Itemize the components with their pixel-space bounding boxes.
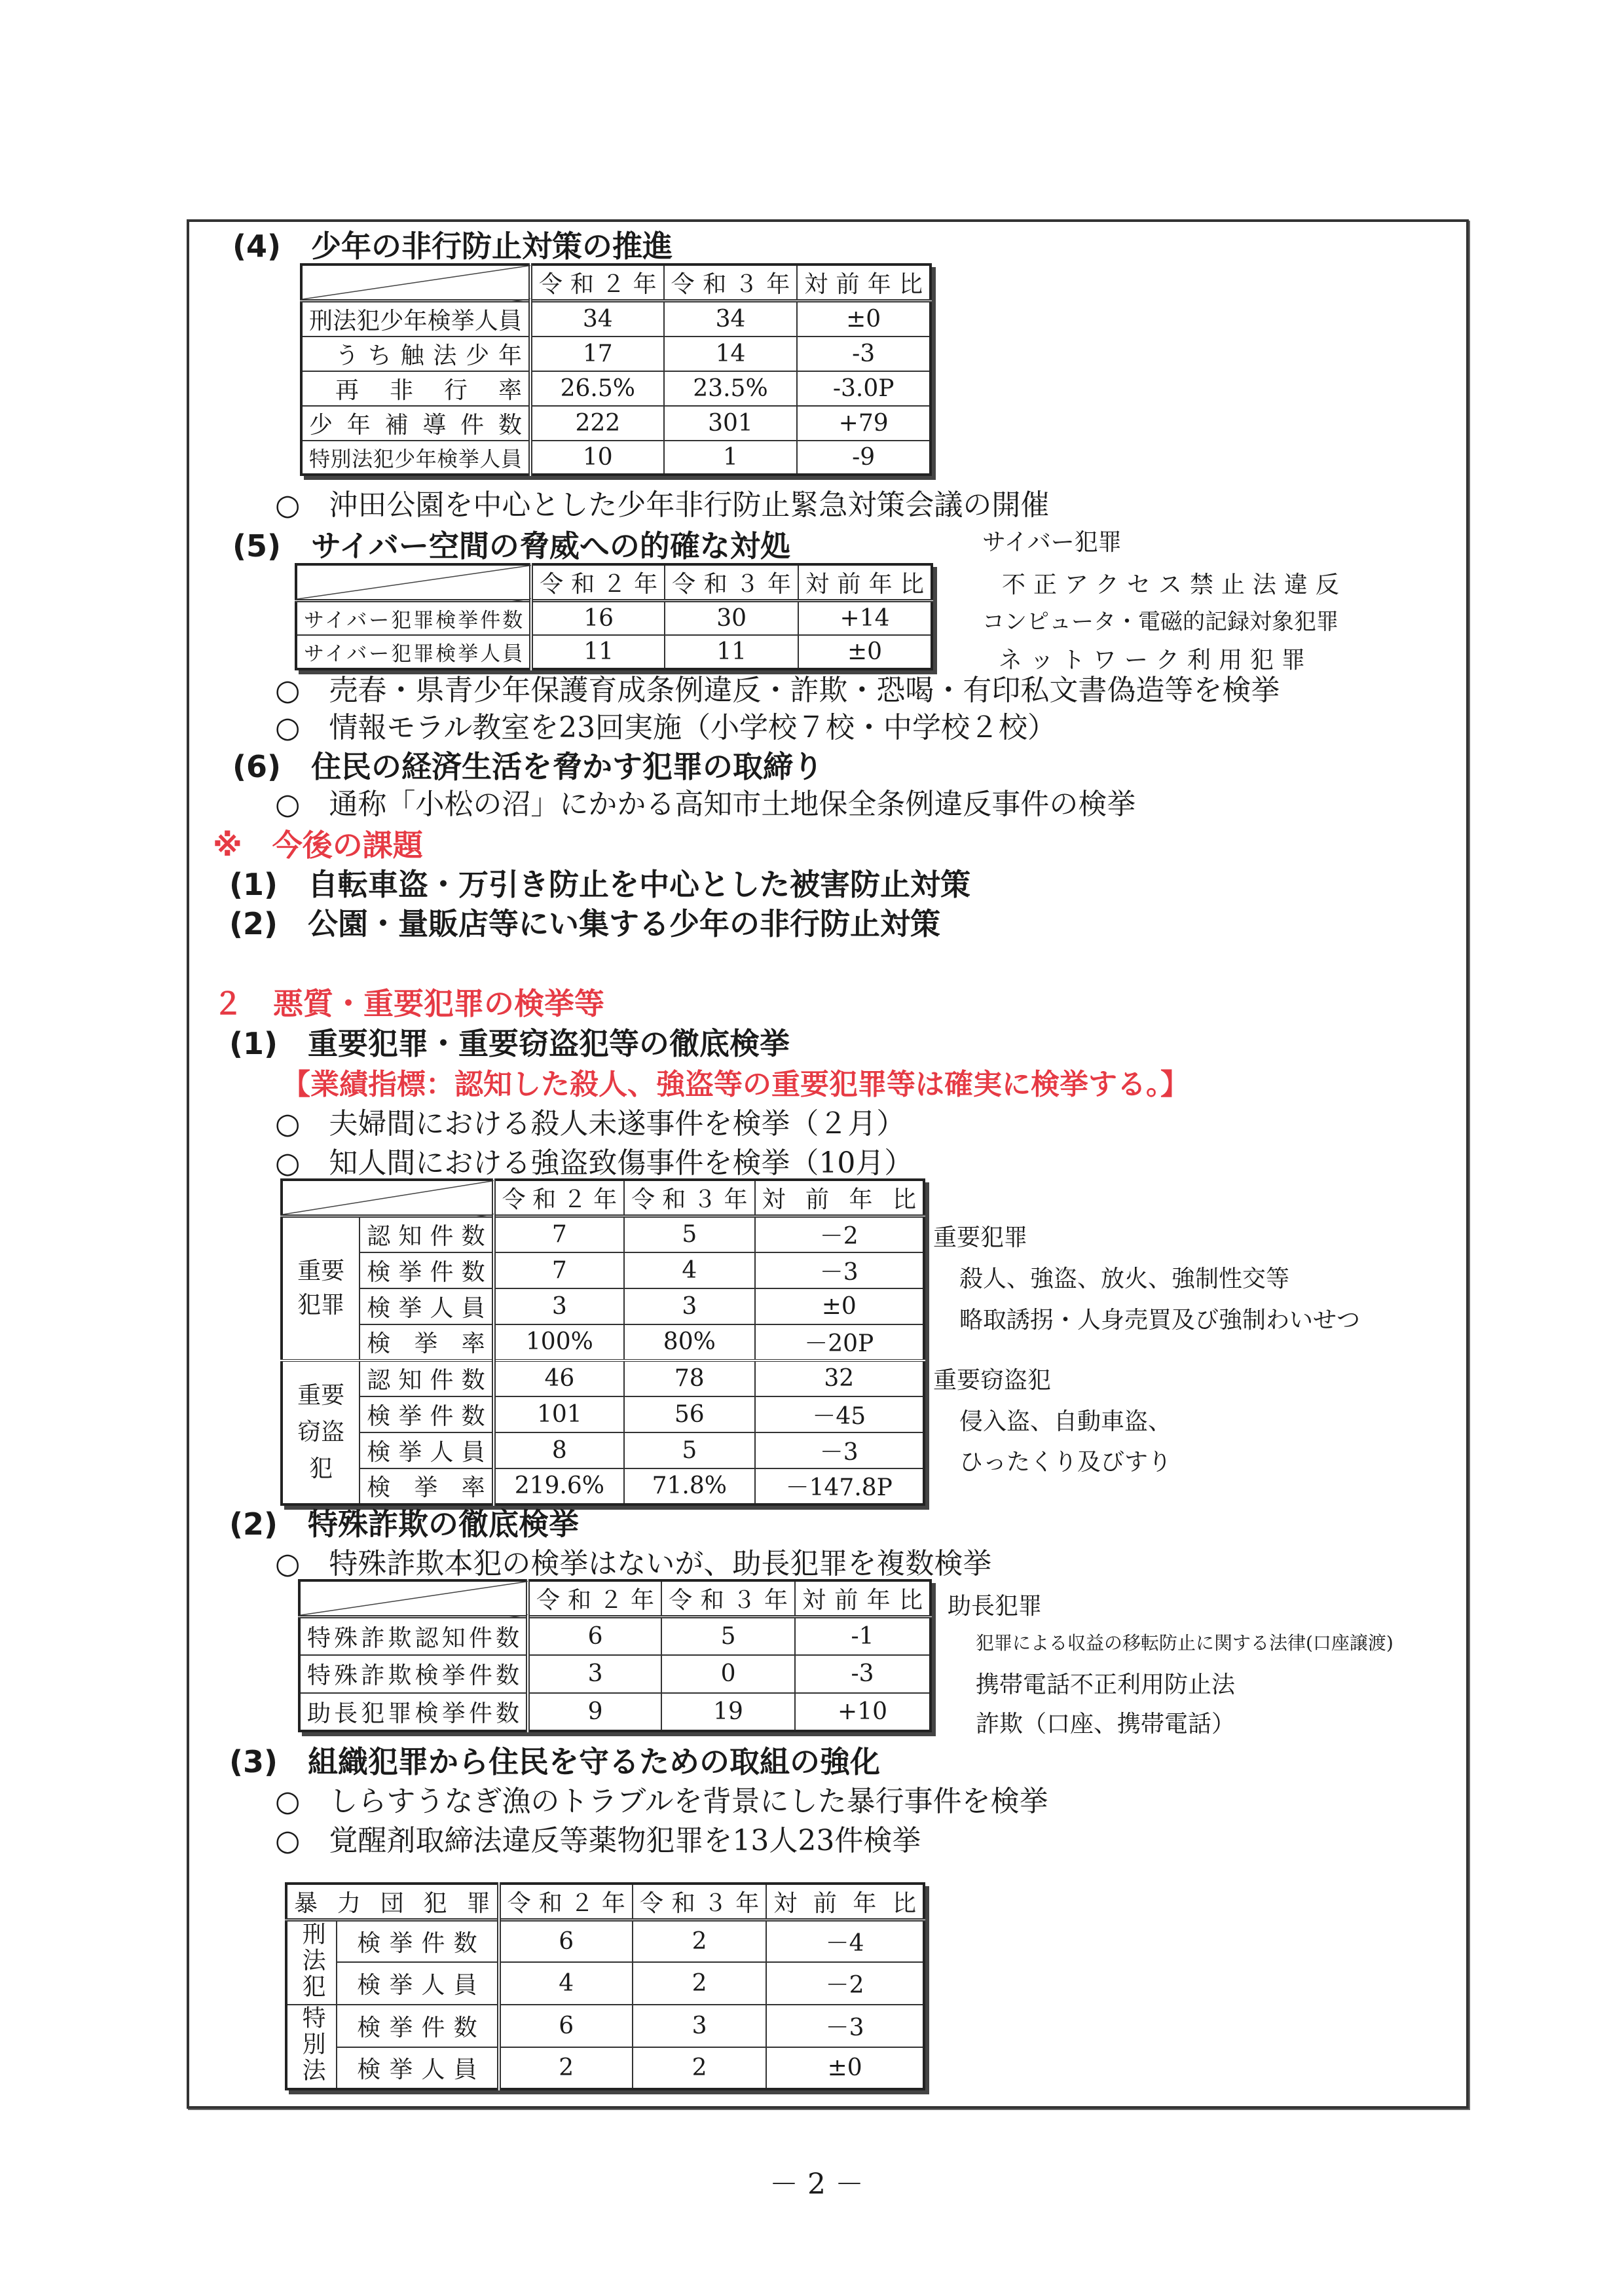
col-header: 令和２年 <box>494 1180 624 1216</box>
cell: －2 <box>766 1962 924 2005</box>
group-label <box>286 1920 337 2005</box>
p3-heading: (3) 組織犯罪から住民を守るための取組の強化 <box>229 1744 881 1779</box>
row-label: 検挙件数 <box>337 1920 498 1963</box>
col-header: 対前年比 <box>797 264 931 301</box>
cell: 30 <box>665 601 798 635</box>
cell: 100% <box>494 1324 624 1360</box>
cell: 7 <box>494 1216 624 1252</box>
cell: 301 <box>664 406 798 441</box>
row-label: 認知件数 <box>360 1216 493 1252</box>
col-header: 令和３年 <box>633 1884 766 1920</box>
row-label: 再非行率 <box>301 371 530 406</box>
row-label: 検挙人員 <box>337 2047 498 2090</box>
p1-bullet: ○ 知人間における強盗致傷事件を検挙（10月） <box>275 1146 913 1180</box>
cell: 3 <box>528 1655 661 1693</box>
group-label-text: 刑法犯 <box>299 1922 326 2000</box>
cell: 7 <box>494 1252 624 1288</box>
cell: 78 <box>624 1360 754 1396</box>
fraud-note: 携帯電話不正利用防止法 <box>976 1671 1236 1698</box>
cell: 3 <box>624 1288 754 1324</box>
cell: 219.6% <box>494 1468 624 1504</box>
s4-bullet: ○ 沖田公園を中心とした少年非行防止緊急対策会議の開催 <box>275 488 1050 522</box>
row-label: 検挙件数 <box>360 1252 493 1288</box>
major-crime-note: 殺人、強盗、放火、強制性交等 <box>959 1266 1290 1292</box>
cell: 34 <box>530 301 664 337</box>
cell: ±0 <box>766 2047 924 2090</box>
cell: 3 <box>633 2005 766 2047</box>
group-label: 重要犯罪 <box>282 1216 360 1360</box>
row-label: 特別法犯少年検挙人員 <box>301 441 530 475</box>
cyber-note: コンピュータ・電磁的記録対象犯罪 <box>982 609 1338 635</box>
cell: 34 <box>664 301 798 337</box>
cell: 2 <box>633 1920 766 1963</box>
cell: 101 <box>494 1396 624 1432</box>
major-theft-note: 重要窃盗犯 <box>933 1367 1052 1394</box>
row-label: 検挙率 <box>360 1324 493 1360</box>
cell: 2 <box>633 2047 766 2090</box>
row-label: 検挙人員 <box>360 1288 493 1324</box>
cell: 1 <box>664 441 798 475</box>
page-number: － 2 － <box>769 2168 864 2201</box>
cell: 6 <box>528 1617 661 1655</box>
col-header: 令和２年 <box>530 264 664 301</box>
cell: 32 <box>755 1360 924 1396</box>
cell: 10 <box>530 441 664 475</box>
row-label: 刑法犯少年検挙人員 <box>301 301 530 337</box>
cell: －4 <box>766 1920 924 1963</box>
cell: 2 <box>499 2047 633 2090</box>
cell: ±0 <box>798 635 932 669</box>
row-label: サイバー犯罪検挙件数 <box>296 601 531 635</box>
diag-cell <box>299 1580 528 1617</box>
cell: 80% <box>624 1324 754 1360</box>
performance-indicator: 【業績指標：認知した殺人、強盗等の重要犯罪等は確実に検挙する。】 <box>282 1068 1189 1101</box>
major-theft-note: ひったくり及びすり <box>959 1449 1172 1476</box>
col-header: 対前年比 <box>755 1180 924 1216</box>
cyber-note: サイバー犯罪 <box>982 529 1122 556</box>
col-header: 令和２年 <box>531 564 665 601</box>
s5-bullet: ○ 情報モラル教室を23回実施（小学校７校・中学校２校） <box>275 711 1057 744</box>
cell: -3 <box>797 337 931 371</box>
cell: 19 <box>661 1693 795 1731</box>
issues-heading: ※ 今後の課題 <box>213 828 423 863</box>
row-label: 助長犯罪検挙件数 <box>299 1693 528 1731</box>
major-crime-table <box>280 1178 925 1506</box>
col-header: 対前年比 <box>798 564 932 601</box>
fraud-note: 犯罪による収益の移転防止に関する法律(口座譲渡) <box>976 1632 1393 1654</box>
cell: 71.8% <box>624 1468 754 1504</box>
cell: 8 <box>494 1432 624 1468</box>
col-header: 対前年比 <box>795 1580 931 1617</box>
section-6-heading: (6) 住民の経済生活を脅かす犯罪の取締り <box>232 749 824 784</box>
cell: 9 <box>528 1693 661 1731</box>
cell: 16 <box>531 601 665 635</box>
cell: 56 <box>624 1396 754 1432</box>
cell: 4 <box>624 1252 754 1288</box>
cell: 2 <box>633 1962 766 2005</box>
section-5-heading: (5) サイバー空間の脅威への的確な対処 <box>232 528 790 564</box>
cell: 6 <box>499 1920 633 1963</box>
row-label: 検挙人員 <box>337 1962 498 2005</box>
row-label: 検挙人員 <box>360 1432 493 1468</box>
cell: －3 <box>766 2005 924 2047</box>
p3-bullet: ○ 覚醒剤取締法違反等薬物犯罪を13人23件検挙 <box>275 1824 921 1857</box>
cell: 5 <box>624 1216 754 1252</box>
cell: 3 <box>494 1288 624 1324</box>
row-label: 認知件数 <box>360 1360 493 1396</box>
p2-heading: (2) 特殊詐欺の徹底検挙 <box>229 1506 580 1542</box>
col-header: 対前年比 <box>766 1884 924 1920</box>
row-label: 特殊詐欺検挙件数 <box>299 1655 528 1693</box>
diag-cell <box>282 1180 494 1216</box>
row-label: 特殊詐欺認知件数 <box>299 1617 528 1655</box>
cell: 6 <box>499 2005 633 2047</box>
row-label: うち触法少年 <box>301 337 530 371</box>
cell: 26.5% <box>530 371 664 406</box>
issue-item: (2) 公園・量販店等にい集する少年の非行防止対策 <box>229 906 941 941</box>
cell: +79 <box>797 406 931 441</box>
fraud-note: 詐欺（口座、携帯電話） <box>976 1711 1236 1738</box>
row-label: 検挙件数 <box>337 2005 498 2047</box>
cell: -1 <box>795 1617 931 1655</box>
col-header: 令和３年 <box>664 264 798 301</box>
cell: －3 <box>755 1252 924 1288</box>
cell: -9 <box>797 441 931 475</box>
cell: 14 <box>664 337 798 371</box>
gang-table <box>285 1882 925 2090</box>
major-theft-note: 侵入盗、自動車盗、 <box>959 1408 1172 1435</box>
col-header: 令和２年 <box>528 1580 661 1617</box>
gang-table-title: 暴力団犯罪 <box>286 1884 499 1920</box>
cell: －147.8P <box>755 1468 924 1504</box>
s6-bullet: ○ 通称「小松の沼」にかかる高知市土地保全条例違反事件の検挙 <box>275 788 1136 821</box>
cell: 222 <box>530 406 664 441</box>
cell: ±0 <box>755 1288 924 1324</box>
cell: 4 <box>499 1962 633 2005</box>
cell: 5 <box>661 1617 795 1655</box>
cell: 23.5% <box>664 371 798 406</box>
cell: 46 <box>494 1360 624 1396</box>
group-label <box>286 2005 337 2089</box>
diag-cell <box>296 564 531 601</box>
cell: -3.0P <box>797 371 931 406</box>
group-label-text: 特別法 <box>299 2005 326 2084</box>
cyber-note: 不正アクセス禁止法違反 <box>1002 572 1347 598</box>
issue-item: (1) 自転車盗・万引き防止を中心とした被害防止対策 <box>229 867 971 902</box>
s5-bullet: ○ 売春・県青少年保護育成条例違反・詐欺・恐喝・有印私文書偽造等を検挙 <box>275 674 1280 707</box>
section-2-heading: ２ 悪質・重要犯罪の検挙等 <box>213 986 604 1021</box>
cell: 17 <box>530 337 664 371</box>
cell: －20P <box>755 1324 924 1360</box>
cell: 0 <box>661 1655 795 1693</box>
section-4-heading: (4) 少年の非行防止対策の推進 <box>232 228 673 264</box>
juvenile-table <box>300 263 932 476</box>
row-label: サイバー犯罪検挙人員 <box>296 635 531 669</box>
major-crime-note: 重要犯罪 <box>933 1224 1028 1251</box>
group-label: 重要窃盗犯 <box>282 1360 360 1504</box>
cell: +14 <box>798 601 932 635</box>
p1-bullet: ○ 夫婦間における殺人未遂事件を検挙（２月） <box>275 1107 906 1140</box>
col-header: 令和３年 <box>624 1180 754 1216</box>
cell: －3 <box>755 1432 924 1468</box>
cell: ±0 <box>797 301 931 337</box>
fraud-note: 助長犯罪 <box>948 1593 1043 1620</box>
diag-cell <box>301 264 530 301</box>
cell: －45 <box>755 1396 924 1432</box>
cell: -3 <box>795 1655 931 1693</box>
p3-bullet: ○ しらすうなぎ漁のトラブルを背景にした暴行事件を検挙 <box>275 1785 1048 1818</box>
cell: 11 <box>665 635 798 669</box>
cell: 5 <box>624 1432 754 1468</box>
p2-bullet: ○ 特殊詐欺本犯の検挙はないが、助長犯罪を複数検挙 <box>275 1547 992 1580</box>
row-label: 検挙率 <box>360 1468 493 1504</box>
cell: －2 <box>755 1216 924 1252</box>
major-crime-note: 略取誘拐・人身売買及び強制わいせつ <box>959 1307 1361 1334</box>
row-label: 検挙件数 <box>360 1396 493 1432</box>
col-header: 令和３年 <box>661 1580 795 1617</box>
cyber-table <box>295 563 933 670</box>
fraud-table <box>298 1579 932 1732</box>
col-header: 令和２年 <box>499 1884 633 1920</box>
cell: +10 <box>795 1693 931 1731</box>
col-header: 令和３年 <box>665 564 798 601</box>
cyber-note: ネットワーク利用犯罪 <box>999 647 1314 674</box>
cell: 11 <box>531 635 665 669</box>
p1-heading: (1) 重要犯罪・重要窃盗犯等の徹底検挙 <box>229 1026 790 1061</box>
row-label: 少年補導件数 <box>301 406 530 441</box>
